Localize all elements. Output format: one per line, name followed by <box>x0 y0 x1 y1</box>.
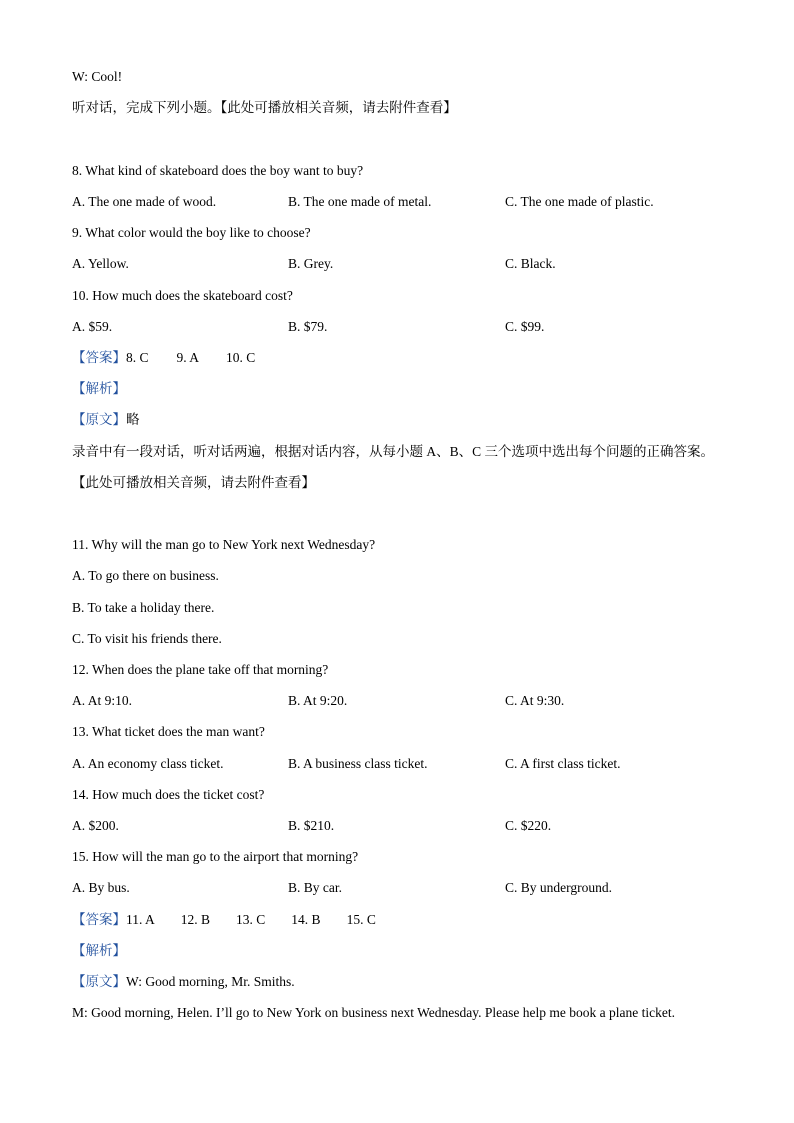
q15-option-b: B. By car. <box>288 880 342 895</box>
answer-label: 【答案】 <box>72 350 126 365</box>
original-text-content: 略 <box>126 412 140 427</box>
q13-option-b: B. A business class ticket. <box>288 756 428 771</box>
listening-instruction-1: 听对话，完成下列小题。【此处可播放相关音频，请去附件查看】 <box>72 100 457 115</box>
q11-option-c: C. To visit his friends there. <box>72 631 222 646</box>
q10-option-c: C. $99. <box>505 319 545 334</box>
answer-label: 【答案】 <box>72 912 126 927</box>
original-text-1 <box>72 411 140 429</box>
question-9: 9. What color would the boy like to choose? <box>72 225 311 240</box>
question-10: 10. How much does the skateboard cost? <box>72 288 293 303</box>
question-15: 15. How will the man go to the airport that morning? <box>72 849 359 864</box>
q12-option-a: A. At 9:10. <box>72 693 133 708</box>
q14-option-b: B. $210. <box>288 818 335 833</box>
original-text-label: 【原文】 <box>72 974 126 989</box>
answer-value: 10. C <box>226 350 256 365</box>
answer-value: 14. B <box>291 912 321 927</box>
q11-option-a: A. To go there on business. <box>72 568 219 583</box>
q8-option-b: B. The one made of metal. <box>288 194 432 209</box>
answer-value: 13. C <box>236 912 266 927</box>
original-text-content: W: Good morning, Mr. Smiths. <box>126 974 295 989</box>
q14-option-a: A. $200. <box>72 818 119 833</box>
answer-value: 9. A <box>176 350 200 365</box>
q10-option-a: A. $59. <box>72 319 113 334</box>
q15-option-c: C. By underground. <box>505 880 612 895</box>
q13-option-c: C. A first class ticket. <box>505 756 621 771</box>
q10-option-b: B. $79. <box>288 319 328 334</box>
q14-option-c: C. $220. <box>505 818 552 833</box>
analysis-label: 【解析】 <box>72 381 126 396</box>
q9-option-b: B. Grey. <box>288 256 334 271</box>
question-11: 11. Why will the man go to New York next Wednesday? <box>72 537 376 552</box>
q15-option-a: A. By bus. <box>72 880 130 895</box>
dialogue-line-w-cool: W: Cool! <box>72 69 123 84</box>
q11-option-b: B. To take a holiday there. <box>72 600 215 615</box>
question-13: 13. What ticket does the man want? <box>72 724 265 739</box>
answer-value: 11. A <box>126 912 155 927</box>
q12-option-c: C. At 9:30. <box>505 693 565 708</box>
q13-option-a: A. An economy class ticket. <box>72 756 224 771</box>
answer-value: 8. C <box>126 350 149 365</box>
question-14: 14. How much does the ticket cost? <box>72 787 265 802</box>
original-text-2 <box>72 973 295 991</box>
question-12: 12. When does the plane take off that morning? <box>72 662 329 677</box>
q8-option-a: A. The one made of wood. <box>72 194 217 209</box>
q12-option-b: B. At 9:20. <box>288 693 348 708</box>
answer-value: 12. B <box>180 912 211 927</box>
q9-option-c: C. Black. <box>505 256 556 271</box>
listening-instruction-2: 录音中有一段对话，听对话两遍，根据对话内容，从每小题 A、B、C 三个选项中选出每个问题的正确答案。【此处可播放相关音频，请去附件查看】 <box>72 444 715 490</box>
question-8: 8. What kind of skateboard does the boy want to buy? <box>72 163 364 178</box>
dialogue-line-m: M: Good morning, Helen. I’ll go to New York on business next Wednesday. Please help me book a plane ticket. <box>72 1005 675 1020</box>
answer-block-1 <box>72 349 255 367</box>
q9-option-a: A. Yellow. <box>72 256 129 271</box>
original-text-label: 【原文】 <box>72 412 126 427</box>
analysis-label: 【解析】 <box>72 943 126 958</box>
q8-option-c: C. The one made of plastic. <box>505 194 654 209</box>
answer-block-2 <box>72 911 376 929</box>
answer-value: 15. C <box>346 912 376 927</box>
